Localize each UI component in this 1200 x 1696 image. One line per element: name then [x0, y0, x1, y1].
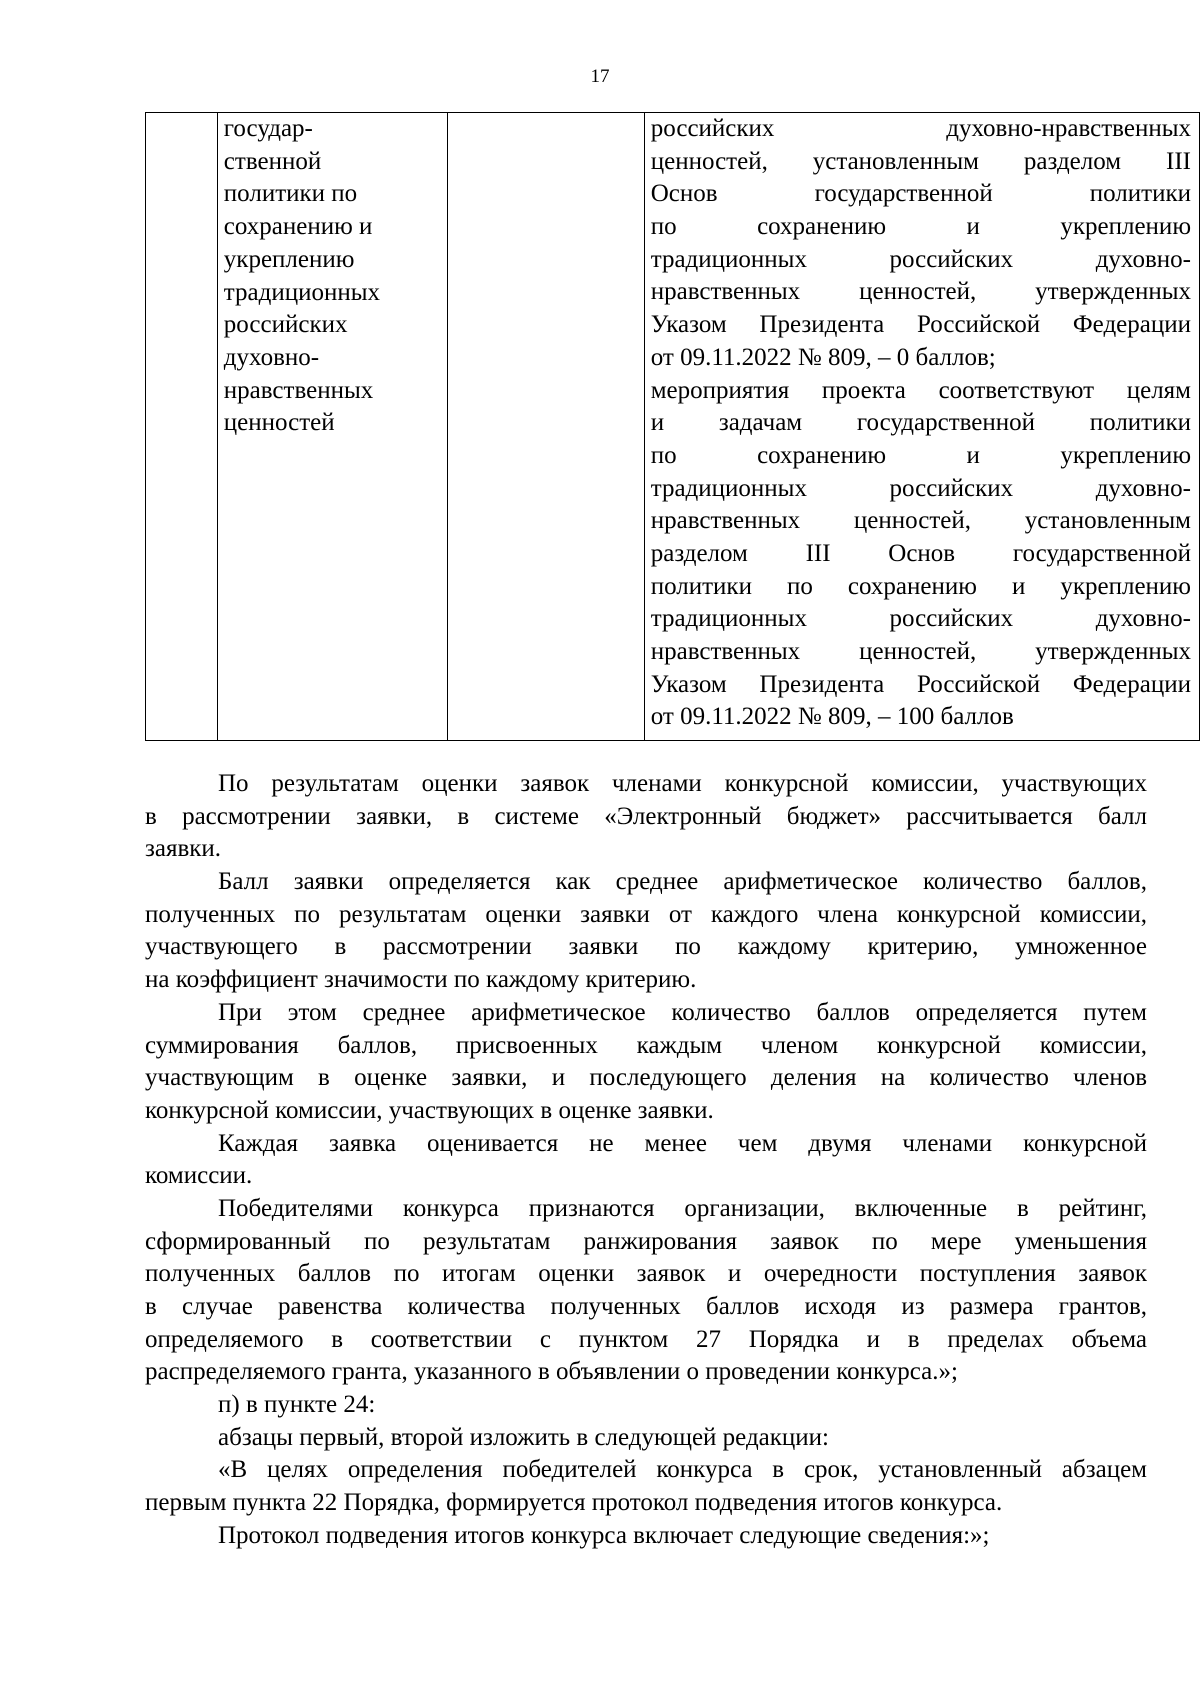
description-line: по сохранению и укреплению — [650, 213, 1191, 241]
criterion-line: духовно- — [223, 343, 320, 371]
paragraph-line: абзацы первый, второй изложить в следующей редакции: — [218, 1423, 829, 1451]
description-line: от 09.11.2022 № 809, – 100 баллов — [650, 703, 1014, 731]
description-line: традиционных российских духовно- — [650, 605, 1191, 633]
description-line: нравственных ценностей, утвержденных — [650, 278, 1191, 306]
table-row — [146, 113, 1200, 741]
description-line: традиционных российских духовно- — [650, 245, 1191, 273]
paragraph-line: первым пункта 22 Порядка, формируется протокол подведения итогов конкурса. — [145, 1489, 1003, 1517]
paragraph-line: Протокол подведения итогов конкурса включает следующие сведения:»; — [218, 1521, 990, 1549]
criterion-line: укреплению — [223, 245, 355, 273]
description-line: разделом III Основ государственной — [650, 539, 1191, 567]
description-line: Основ государственной политики — [650, 180, 1191, 208]
paragraph-line: сформированный по результатам ранжирования заявок по мере уменьшения — [145, 1227, 1147, 1255]
table-cell-weight — [447, 113, 644, 741]
paragraph-line: участвующего в рассмотрении заявки по каждому критерию, умноженное — [145, 933, 1147, 961]
paragraph-line: участвующим в оценке заявки, и последующего деления на количество членов — [145, 1064, 1147, 1092]
description-line: российских духовно-нравственных — [650, 115, 1191, 142]
description-line: по сохранению и укреплению — [650, 441, 1191, 469]
paragraph-line: п) в пункте 24: — [218, 1391, 376, 1419]
paragraph-line: По результатам оценки заявок членами конкурсной комиссии, участвующих — [218, 770, 1147, 797]
paragraph-line: Победителями конкурса признаются организации, включенные в рейтинг, — [218, 1194, 1147, 1222]
paragraph-line: комиссии. — [145, 1162, 253, 1190]
paragraph-line: полученных баллов по итогам оценки заявок и очередности поступления заявок — [145, 1260, 1147, 1288]
criterion-line: нравственных — [223, 376, 374, 404]
description-line: традиционных российских духовно- — [650, 474, 1191, 502]
criteria-table — [145, 112, 1200, 741]
description-line: политики по сохранению и укреплению — [650, 572, 1191, 600]
paragraph-line: суммирования баллов, присвоенных каждым членом конкурсной комиссии, — [145, 1031, 1147, 1059]
table-cell-criterion — [217, 113, 447, 741]
criterion-line: ственной — [223, 147, 322, 175]
description-line: Указом Президента Российской Федерации — [650, 311, 1191, 339]
criterion-line: сохранению и — [223, 213, 373, 241]
paragraph-line: распределяемого гранта, указанного в объявлении о проведении конкурса.»; — [145, 1358, 958, 1386]
paragraph-line: в случае равенства количества полученных баллов исходя из размера грантов, — [145, 1293, 1147, 1320]
criterion-line: российских — [223, 311, 348, 339]
paragraph-line: определяемого в соответствии с пунктом 27 Порядка и в пределах объема — [145, 1325, 1147, 1353]
description-line: мероприятия проекта соответствуют целям — [650, 376, 1191, 404]
page-number: 17 — [590, 66, 610, 87]
paragraph-line: полученных по результатам оценки заявки от каждого члена конкурсной комиссии, — [145, 900, 1147, 928]
description-line: Указом Президента Российской Федерации — [650, 670, 1191, 698]
paragraph-line: конкурсной комиссии, участвующих в оценке заявки. — [145, 1096, 714, 1124]
description-line: и задачам государственной политики — [650, 409, 1191, 437]
criterion-line: традиционных — [223, 278, 381, 306]
description-line: ценностей, установленным разделом III — [650, 147, 1191, 175]
criterion-line: политики по — [223, 180, 358, 208]
paragraph-line: Балл заявки определяется как среднее арифметическое количество баллов, — [218, 868, 1147, 896]
criterion-line: государ- — [223, 115, 313, 142]
description-line: от 09.11.2022 № 809, – 0 баллов; — [650, 343, 996, 371]
document-body — [145, 768, 1147, 1553]
description-line: нравственных ценностей, утвержденных — [650, 638, 1191, 666]
paragraph-line: на коэффициент значимости по каждому критерию. — [145, 966, 697, 994]
paragraph-line: «В целях определения победителей конкурса в срок, установленный абзацем — [218, 1456, 1147, 1484]
table-cell-number — [146, 113, 218, 741]
criterion-line: ценностей — [223, 409, 335, 437]
table-cell-description — [644, 113, 1199, 741]
paragraph-line: Каждая заявка оценивается не менее чем двумя членами конкурсной — [218, 1129, 1147, 1157]
paragraph-line: в рассмотрении заявки, в системе «Электронный бюджет» рассчитывается балл — [145, 802, 1147, 830]
paragraph-line: заявки. — [145, 835, 222, 863]
paragraph-line: При этом среднее арифметическое количество баллов определяется путем — [218, 998, 1147, 1026]
description-line: нравственных ценностей, установленным — [650, 507, 1191, 535]
